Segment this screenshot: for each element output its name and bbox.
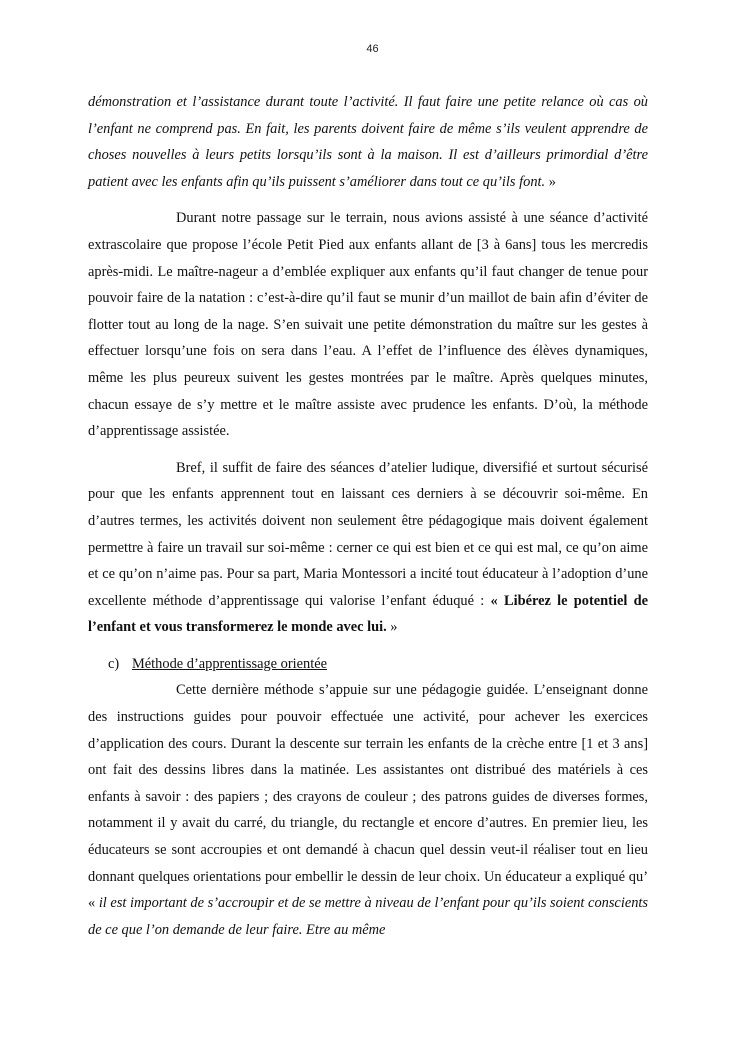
body-text bbox=[88, 89, 648, 943]
paragraph-1-closing-guillemet: » bbox=[545, 173, 556, 190]
paragraph-2: Durant notre passage sur le terrain, nous avions assisté à une séance d’activité extrascolaire que propose l’école Petit Pied aux enfants allant de [3 à 6ans] tous les mercredis après-midi. Le maître-nageur a d’emblée expliquer aux enfants qu’il faut changer de tenue pour pouvoir faire de la natation : c’est-à-dire qu’il faut se munir d’un maillot de bain afin d’éviter de flotter tout au long de la nage. S’en suivait une petite démonstration du maître sur les gestes à effectuer lorsqu’une fois on sera dans l’eau. A l’effet de l’influence des élèves dynamiques, même les plus peureux suivent les gestes montrées par le maître. Après quelques minutes, chacun essaye de s’y mettre et le maître assiste avec prudence les enfants. D’où, la méthode d’apprentissage assistée. bbox=[88, 210, 648, 440]
page-number: 46 bbox=[366, 43, 379, 55]
paragraph-3-text: Bref, il suffit de faire des séances d’atelier ludique, diversifié et surtout sécurisé pour que les enfants apprennent tout en laissant ces derniers à se découvrir soi-même. En d’autres termes, les activités doivent non seulement être pédagogique mais doivent également permettre à faire un travail sur soi-même : cerner ce qui est bien et ce qui est mal, ce qu’on aime et ce qu’on n’aime pas. Pour sa part, Maria Montessori a incité tout éducateur à l’adoption d’une excellente méthode d’apprentissage qui valorise l’enfant éduqué : bbox=[88, 459, 648, 609]
section-title: Méthode d’apprentissage orientée bbox=[132, 655, 327, 672]
section-marker: c) bbox=[108, 655, 120, 672]
paragraph-4-text: Cette dernière méthode s’appuie sur une pédagogie guidée. L’enseignant donne des instructions guides pour pouvoir effectuée une activité, pour achever les exercices d’application des cours. Durant la descente sur terrain les enfants de la crèche entre [1 et 3 ans] ont fait des dessins libres dans la matinée. Les assistantes ont distribué des matériels à ces enfants à savoir : des papiers ; des crayons de couleur ; des patrons guides de diverses formes, notamment il y avait du carré, du triangle, du rectangle et encore d’autres. En premier lieu, les éducateurs se sont accroupies et ont demandé à chacun quel dessin veut-il réaliser tout en lieu donnant quelques orientations pour embellir le dessin de leur choix. Un éducateur a expliqué qu’ « bbox=[88, 682, 648, 912]
paragraph-1-quote-text: démonstration et l’assistance durant toute l’activité. Il faut faire une petite relance où cas où l’enfant ne comprend pas. En fait, les parents doivent faire de même s’ils veulent apprendre de choses nouvelles à leurs petits lorsqu’ils sont à la maison. Il est d’ailleurs primordial d’être patient avec les enfants afin qu’ils puissent s’améliorer dans tout ce qu’ils font. bbox=[88, 94, 648, 190]
educator-quote: il est important de s’accroupir et de se mettre à niveau de l’enfant pour qu’ils soient conscients de ce que l’on demande de leur faire. Etre au même bbox=[88, 895, 648, 938]
paragraph-3 bbox=[88, 455, 648, 641]
montessori-quote: « Libérez le potentiel de l’enfant et vous transformerez le monde avec lui. bbox=[88, 592, 648, 636]
section-heading bbox=[88, 651, 648, 678]
paragraph-1 bbox=[88, 89, 648, 195]
paragraph-3-closing-guillemet: » bbox=[386, 619, 398, 636]
paragraph-4 bbox=[88, 677, 648, 943]
